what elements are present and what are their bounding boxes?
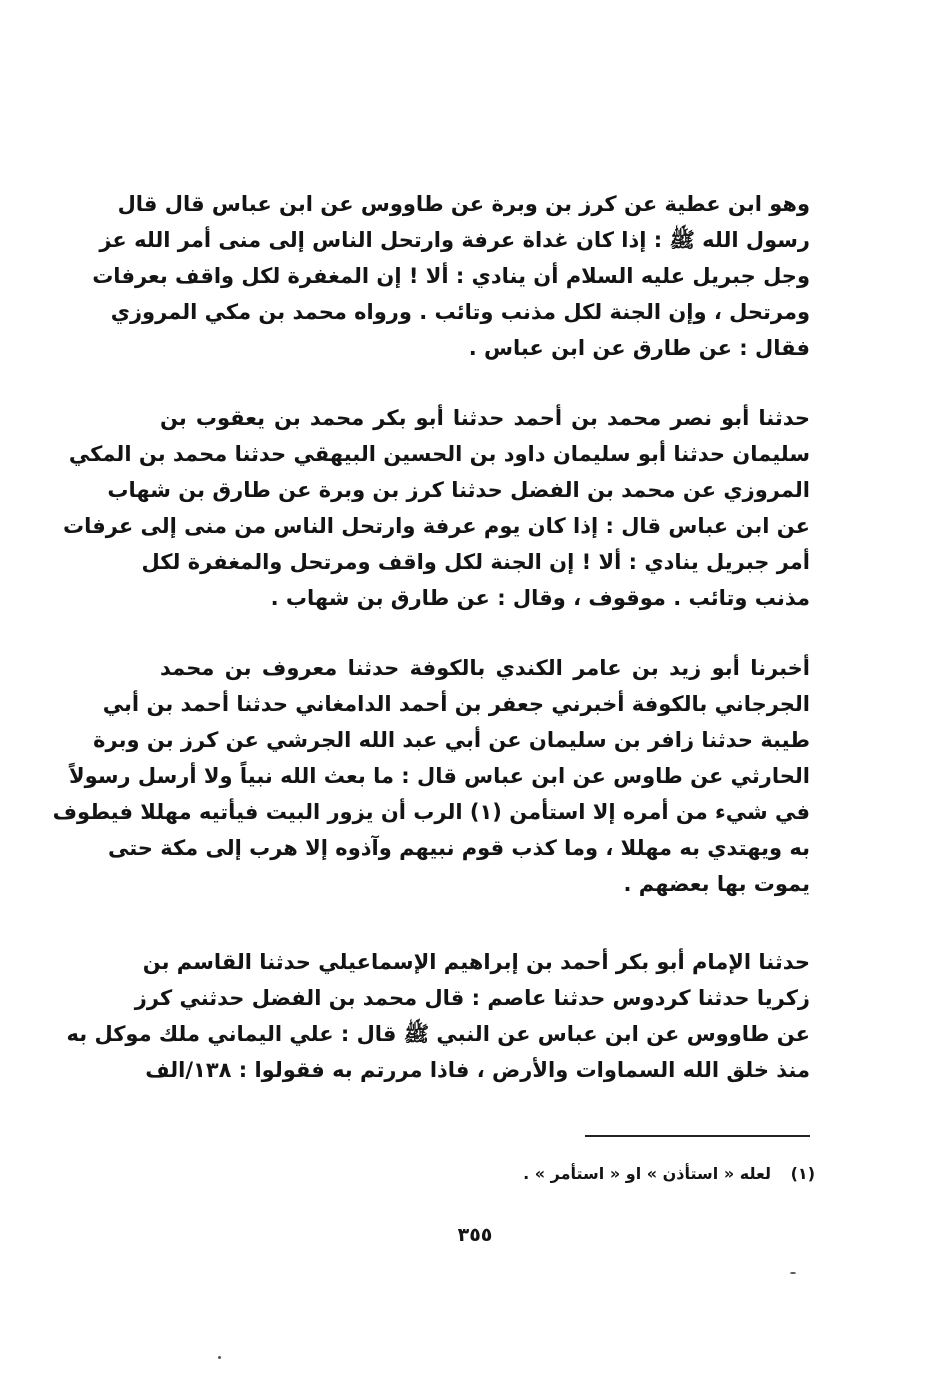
paragraph-1 bbox=[92, 186, 810, 366]
text-line: يموت بها بعضهم . bbox=[623, 872, 810, 896]
text-line: وهو ابن عطية عن كرز بن وبرة عن طاووس عن ابن عباس قال قال bbox=[117, 192, 810, 216]
text-line: طيبة حدثنا زافر بن سليمان عن أبي عبد الله الجرشي عن كرز بن وبرة bbox=[93, 728, 810, 752]
text-line: أخبرنا أبو زيد بن عامر الكندي بالكوفة حدثنا معروف بن محمد bbox=[160, 656, 810, 680]
footnote-number: (١) bbox=[790, 1164, 815, 1183]
text-line: أمر جبريل ينادي : ألا ! إن الجنة لكل واقف ومرتحل والمغفرة لكل bbox=[141, 550, 810, 574]
footnote bbox=[300, 1160, 815, 1188]
page-number: ٣٥٥ bbox=[457, 1224, 493, 1246]
text-line: مذنب وتائب . موقوف ، وقال : عن طارق بن شهاب . bbox=[270, 586, 810, 610]
text-line: زكريا حدثنا كردوس حدثنا عاصم : قال محمد بن الفضل حدثني كرز bbox=[134, 986, 810, 1010]
scan-speck bbox=[790, 1272, 796, 1274]
text-line: في شيء من أمره إلا استأمن (١) الرب أن يزور البيت فيأتيه مهللا فيطوف bbox=[52, 800, 810, 824]
text-line: عن ابن عباس قال : إذا كان يوم عرفة وارتحل الناس من منى إلى عرفات bbox=[63, 514, 810, 538]
text-line: الجرجاني بالكوفة أخبرني جعفر بن أحمد الدامغاني حدثنا أحمد بن أبي bbox=[102, 692, 810, 716]
scan-speck bbox=[218, 1356, 221, 1359]
text-line: المروزي عن محمد بن الفضل حدثنا كرز بن وبرة عن طارق بن شهاب bbox=[107, 478, 810, 502]
paragraph-3 bbox=[52, 650, 810, 902]
text-line: ومرتحل ، وإن الجنة لكل مذنب وتائب . ورواه محمد بن مكي المروزي bbox=[110, 300, 810, 324]
footnote-divider bbox=[585, 1135, 810, 1137]
footnote-text: لعله « استأذن » او « استأمر » . bbox=[523, 1164, 772, 1183]
paragraph-4 bbox=[66, 944, 810, 1088]
paragraph-2 bbox=[63, 400, 810, 616]
text-line: الحارثي عن طاوس عن ابن عباس قال : ما بعث الله نبياً ولا أرسل رسولاً bbox=[69, 764, 810, 788]
text-line: فقال : عن طارق عن ابن عباس . bbox=[468, 336, 810, 360]
text-line: منذ خلق الله السماوات والأرض ، فاذا مررتم به فقولوا : ١٣٨/الف bbox=[145, 1058, 810, 1082]
text-line: وجل جبريل عليه السلام أن ينادي : ألا ! إن المغفرة لكل واقف بعرفات bbox=[92, 264, 810, 288]
text-line: سليمان حدثنا أبو سليمان داود بن الحسين البيهقي حدثنا محمد بن المكي bbox=[68, 442, 810, 466]
text-line: عن طاووس عن ابن عباس عن النبي ﷺ قال : علي اليماني ملك موكل به bbox=[66, 1022, 810, 1046]
text-line: به ويهتدي به مهللا ، وما كذب قوم نبيهم وآذوه إلا هرب إلى مكة حتى bbox=[107, 836, 810, 860]
text-line: حدثنا أبو نصر محمد بن أحمد حدثنا أبو بكر محمد بن يعقوب بن bbox=[160, 406, 810, 430]
text-line: رسول الله ﷺ : إذا كان غداة عرفة وارتحل الناس إلى منى أمر الله عز bbox=[99, 228, 810, 252]
text-line: حدثنا الإمام أبو بكر أحمد بن إبراهيم الإسماعيلي حدثنا القاسم بن bbox=[142, 950, 810, 974]
